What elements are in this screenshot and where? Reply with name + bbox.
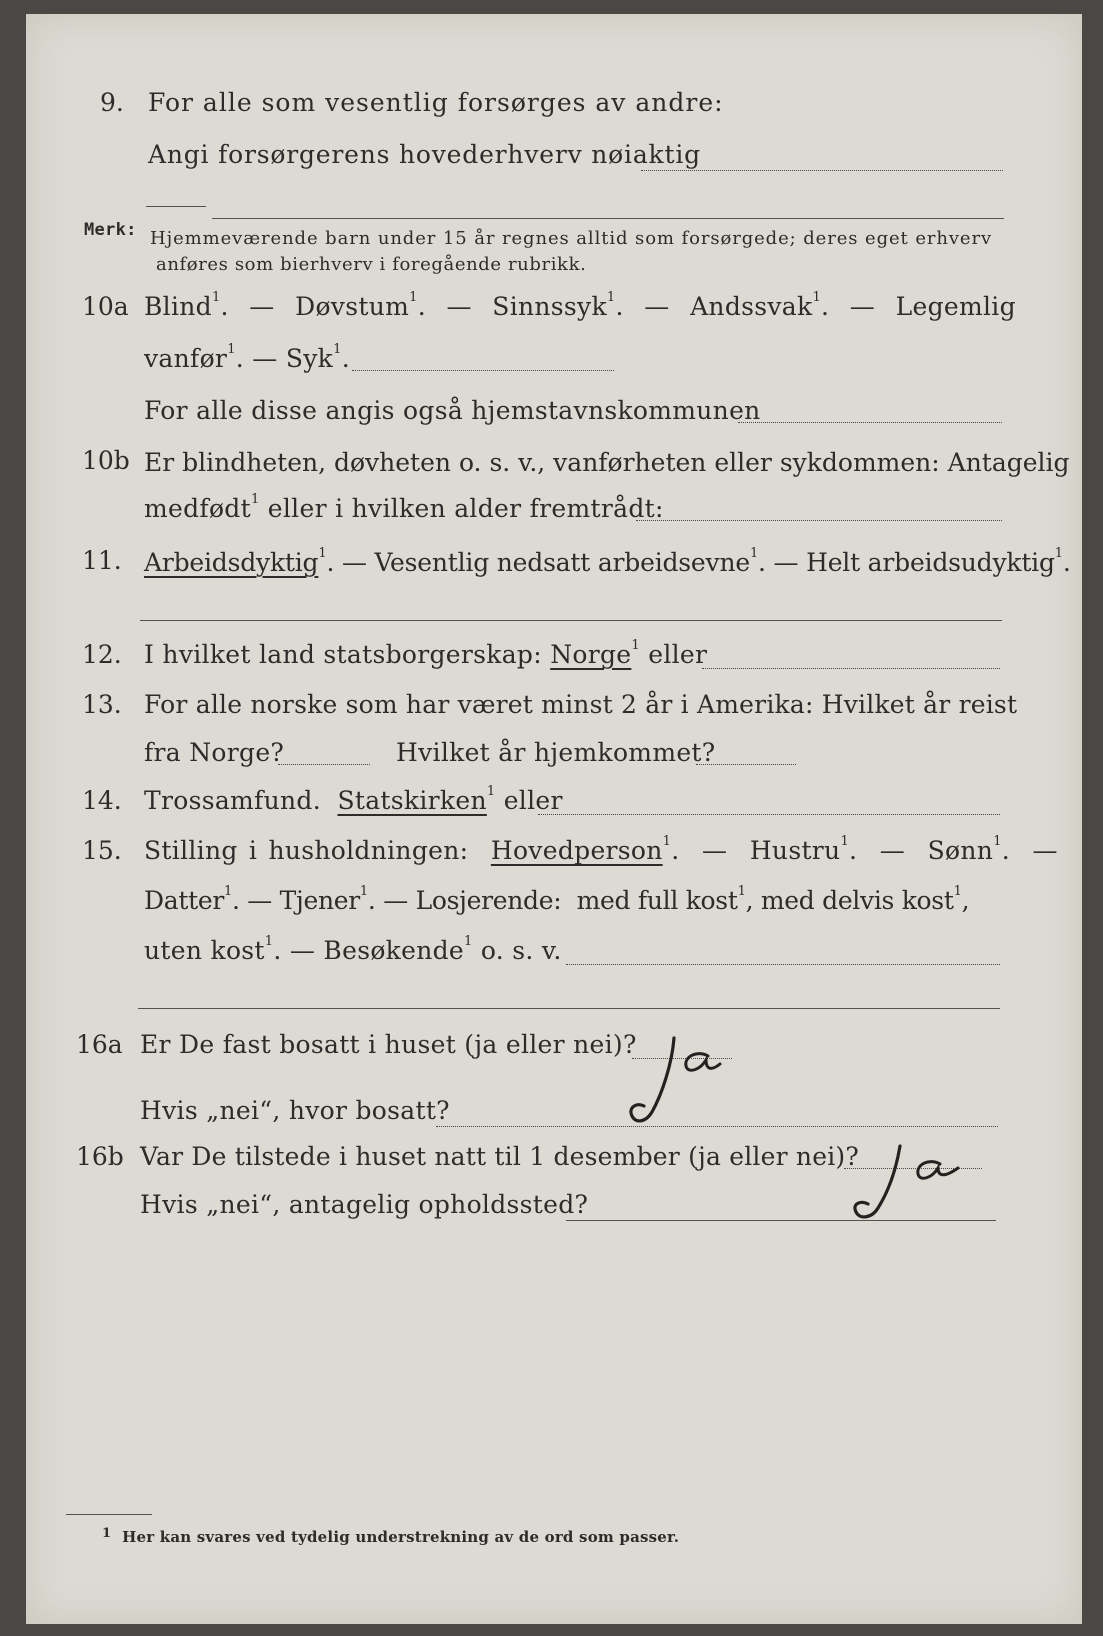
- q13-hjemkommet-answer-line[interactable]: [696, 764, 796, 765]
- q9-answer-line[interactable]: [641, 170, 1003, 171]
- footnote-rule: [66, 1514, 152, 1515]
- merk-label: Merk:: [84, 220, 137, 240]
- q14-number: 14.: [82, 786, 122, 815]
- q10a-number: 10a: [82, 292, 129, 321]
- option-dovstum[interactable]: Døvstum: [295, 292, 410, 321]
- q10b-answer-line[interactable]: [636, 520, 1002, 521]
- merk-line1: Hjemmeværende barn under 15 år regnes alltid som forsørgede; deres eget erhverv: [150, 228, 993, 249]
- q15-answer-line[interactable]: [566, 964, 1000, 965]
- option-uten-kost[interactable]: uten kost: [144, 936, 265, 965]
- q9-short-rule: [146, 206, 206, 207]
- option-sonn[interactable]: Sønn: [927, 836, 994, 865]
- q13-line1: For alle norske som har været minst 2 år i Amerika: Hvilket år reist: [144, 690, 1018, 719]
- q16b-handwritten-answer: [836, 1130, 986, 1230]
- q12-answer-line[interactable]: [702, 668, 1000, 669]
- q12-line: I hvilket land statsborgerskap: Norge$^1$ eller: [144, 638, 708, 669]
- merk-line2: anføres som bierhverv i foregående rubrikk.: [156, 254, 587, 275]
- q16b-line2: Hvis „nei“, antagelig opholdssted?: [140, 1190, 589, 1219]
- q9-line2: Angi forsørgerens hovederhverv nøiaktig: [148, 140, 701, 169]
- q16a-bosatt-answer-line[interactable]: [436, 1126, 998, 1127]
- option-hustru[interactable]: Hustru: [749, 836, 841, 865]
- q9-number: 9.: [100, 88, 124, 117]
- option-hovedperson[interactable]: Hovedperson: [490, 836, 663, 865]
- option-besokende[interactable]: Besøkende: [323, 936, 465, 965]
- option-norge[interactable]: Norge: [550, 640, 632, 669]
- option-vesentlig-nedsatt[interactable]: Vesentlig nedsatt arbeidsevne: [374, 548, 750, 577]
- option-sinnssyk[interactable]: Sinnssyk: [492, 292, 607, 321]
- q10b-line1: Er blindheten, døvheten o. s. v., vanførheten eller sykdommen: Antagelig: [144, 448, 1070, 477]
- q11-number: 11.: [82, 546, 122, 575]
- q15-second-answer-line[interactable]: [138, 1008, 1000, 1009]
- q16a-number: 16a: [76, 1030, 123, 1059]
- option-legemlig[interactable]: Legemlig: [895, 292, 1016, 321]
- option-arbeidsdyktig[interactable]: Arbeidsdyktig: [144, 548, 319, 577]
- option-helt-arbeidsudyktig[interactable]: Helt arbeidsudyktig: [806, 548, 1055, 577]
- q14-answer-line[interactable]: [538, 814, 1000, 815]
- option-med-full-kost[interactable]: med full kost: [576, 886, 738, 915]
- q10b-line2: medfødt$^1$ eller i hvilken alder fremtrådt:: [144, 492, 664, 523]
- q12-number: 12.: [82, 640, 122, 669]
- q16b-line1: Var De tilstede i huset natt til 1 desember (ja eller nei)?: [140, 1142, 859, 1171]
- option-blind[interactable]: Blind: [144, 292, 212, 321]
- q16a-line1: Er De fast bosatt i huset (ja eller nei)?: [140, 1030, 637, 1059]
- option-syk[interactable]: Syk: [285, 344, 334, 373]
- q13-number: 13.: [82, 690, 122, 719]
- q13-line2b: Hvilket år hjemkommet?: [396, 738, 716, 767]
- q15-number: 15.: [82, 836, 122, 865]
- option-andssvak[interactable]: Andssvak: [690, 292, 813, 321]
- option-datter[interactable]: Datter: [144, 886, 224, 915]
- q13-reist-answer-line[interactable]: [278, 764, 370, 765]
- option-med-delvis-kost[interactable]: med delvis kost: [760, 886, 954, 915]
- q9-second-answer-line[interactable]: [212, 218, 1004, 219]
- q16a-handwritten-answer: [622, 1024, 742, 1134]
- q10a-line3: For alle disse angis også hjemstavnskommunen: [144, 396, 761, 425]
- svg-text:ja: ja: [916, 1170, 917, 1171]
- q15-line1: Stilling i husholdningen: Hovedperson$^1$. — Hustru$^1$. — Sønn$^1$. —: [144, 834, 1058, 865]
- option-statskirken[interactable]: Statskirken: [337, 786, 487, 815]
- q15-line2: Datter$^1$. — Tjener$^1$. — Losjerende: med full kost$^1$, med delvis kost$^1$,: [144, 884, 970, 915]
- q13-line2a: fra Norge?: [144, 738, 285, 767]
- q10b-number: 10b: [82, 446, 130, 475]
- option-tjener[interactable]: Tjener: [279, 886, 360, 915]
- census-form-page: [26, 14, 1082, 1624]
- q11-options: Arbeidsdyktig$^1$. — Vesentlig nedsatt arbeidsevne$^1$. — Helt arbeidsudyktig$^1$.: [144, 546, 1071, 577]
- q10a-hjemstavn-answer-line[interactable]: [738, 422, 1002, 423]
- q15-line3: uten kost$^1$. — Besøkende$^1$ o. s. v.: [144, 934, 562, 965]
- q9-line1: For alle som vesentlig forsørges av andre:: [148, 88, 724, 117]
- option-vanfor[interactable]: vanfør: [144, 344, 228, 373]
- q16b-number: 16b: [76, 1142, 124, 1171]
- q11-answer-line[interactable]: [140, 620, 1002, 621]
- q16b-opholdssted-answer-line[interactable]: [566, 1220, 996, 1221]
- svg-text:ja: ja: [682, 1064, 683, 1065]
- q16a-line2: Hvis „nei“, hvor bosatt?: [140, 1096, 450, 1125]
- q14-line: Trossamfund. Statskirken$^1$ eller: [144, 784, 563, 815]
- q10a-options: Blind$^1$. — Døvstum$^1$. — Sinnssyk$^1$. — Andssvak$^1$. — Legemlig: [144, 290, 1016, 321]
- q10a-line2: vanfør$^1$. — Syk$^1$.: [144, 342, 350, 373]
- option-medfodt[interactable]: medfødt: [144, 494, 251, 523]
- q10a-syk-answer-line[interactable]: [352, 370, 614, 371]
- footnote: $^1$ Her kan svares ved tydelig understrekning av de ord som passer.: [102, 1526, 680, 1546]
